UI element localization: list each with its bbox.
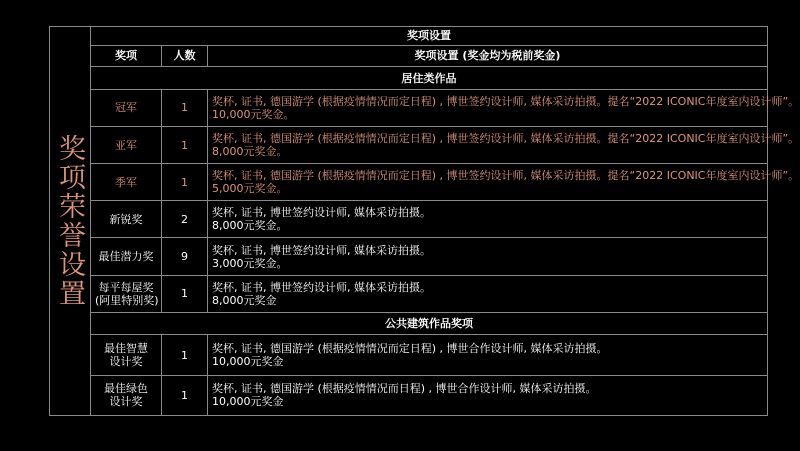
description-line: 奖杯, 证书, 博世签约设计师, 媒体采访拍摄。 (212, 206, 431, 220)
prize-money: 8,000元奖金。 (212, 219, 288, 233)
award-count: 9 (162, 238, 208, 275)
side-title-panel (49, 26, 91, 416)
award-description (208, 335, 768, 375)
award-description (208, 275, 768, 312)
table-row (91, 127, 768, 164)
description-line: 奖杯, 证书, 德国游学 (根据疫情情况而定日程) , 博世合作设计师, 媒体采访拍摄。 (212, 342, 608, 356)
award-count: 1 (162, 275, 208, 312)
award-name (91, 335, 162, 375)
award-count: 1 (162, 164, 208, 201)
table-row (91, 164, 768, 201)
award-count: 1 (162, 89, 208, 126)
table-title: 奖项设置 (91, 27, 768, 46)
award-name: 新锐奖 (91, 201, 162, 238)
award-count: 1 (162, 127, 208, 164)
table-row (91, 335, 768, 375)
table-row (91, 201, 768, 238)
award-name-line: 每平每屋奖 (98, 280, 154, 294)
award-name (91, 375, 162, 415)
section-row-public (91, 312, 768, 335)
description-line: 奖杯, 证书, 德国游学 (根据疫情情况而日程) , 博世合作设计师, 媒体采访拍摄。 (212, 382, 597, 396)
award-description (208, 375, 768, 415)
award-description (208, 238, 768, 275)
header-row (91, 45, 768, 67)
description-line: 奖杯, 证书, 博世签约设计师, 媒体采访拍摄。 (212, 280, 431, 294)
description-line: 奖杯, 证书, 德国游学 (根据疫情情况而定日程) , 博世签约设计师, 媒体采访拍摄。提名“2022 ICONIC年度室内设计师”。 (212, 169, 800, 183)
awards-table (90, 26, 800, 416)
section-row-residential (91, 67, 768, 90)
award-name-line: 最佳绿色 (104, 382, 148, 396)
award-description (208, 164, 800, 201)
prize-money: 10,000元奖金。 (212, 107, 295, 121)
section-title-residential: 居住类作品 (91, 67, 768, 90)
prize-money: 8,000元奖金 (212, 293, 277, 307)
award-name-line: 设计奖 (109, 395, 143, 409)
prize-money: 10,000元奖金 (212, 355, 284, 369)
award-description (208, 201, 768, 238)
award-name (91, 275, 162, 312)
award-name-line: 最佳智慧 (104, 342, 148, 356)
description-line: 奖杯, 证书, 德国游学 (根据疫情情况而定日程) , 博世签约设计师, 媒体采访拍摄。提名“2022 ICONIC年度室内设计师”。 (212, 94, 800, 108)
award-name: 最佳潜力奖 (91, 238, 162, 275)
header-count: 人数 (162, 45, 208, 67)
header-award: 奖项 (91, 45, 162, 67)
side-title: 奖项荣誉设置 (54, 134, 85, 308)
description-line: 奖杯, 证书, 德国游学 (根据疫情情况而定日程) , 博世签约设计师, 媒体采访拍摄。提名“2022 ICONIC年度室内设计师”。 (212, 132, 800, 146)
award-count: 1 (162, 375, 208, 415)
prize-money: 5,000元奖金。 (212, 182, 288, 196)
table-row (91, 375, 768, 415)
table-title-row (91, 27, 768, 46)
header-setting: 奖项设置 (奖金均为税前奖金) (208, 45, 768, 67)
award-count: 2 (162, 201, 208, 238)
award-name-line: (阿里特别奖) (95, 293, 159, 307)
table-row (91, 275, 768, 312)
section-title-public: 公共建筑作品奖项 (91, 312, 768, 335)
description-line: 奖杯, 证书, 博世签约设计师, 媒体采访拍摄。 (212, 243, 431, 257)
award-name: 冠军 (91, 89, 162, 126)
award-name: 亚军 (91, 127, 162, 164)
prize-money: 8,000元奖金。 (212, 145, 288, 159)
table-row (91, 238, 768, 275)
award-count: 1 (162, 335, 208, 375)
award-description (208, 89, 800, 126)
table-row (91, 89, 768, 126)
prize-money: 3,000元奖金。 (212, 256, 288, 270)
award-name-line: 设计奖 (109, 355, 143, 369)
prize-money: 10,000元奖金 (212, 395, 284, 409)
award-name: 季军 (91, 164, 162, 201)
award-description (208, 127, 800, 164)
